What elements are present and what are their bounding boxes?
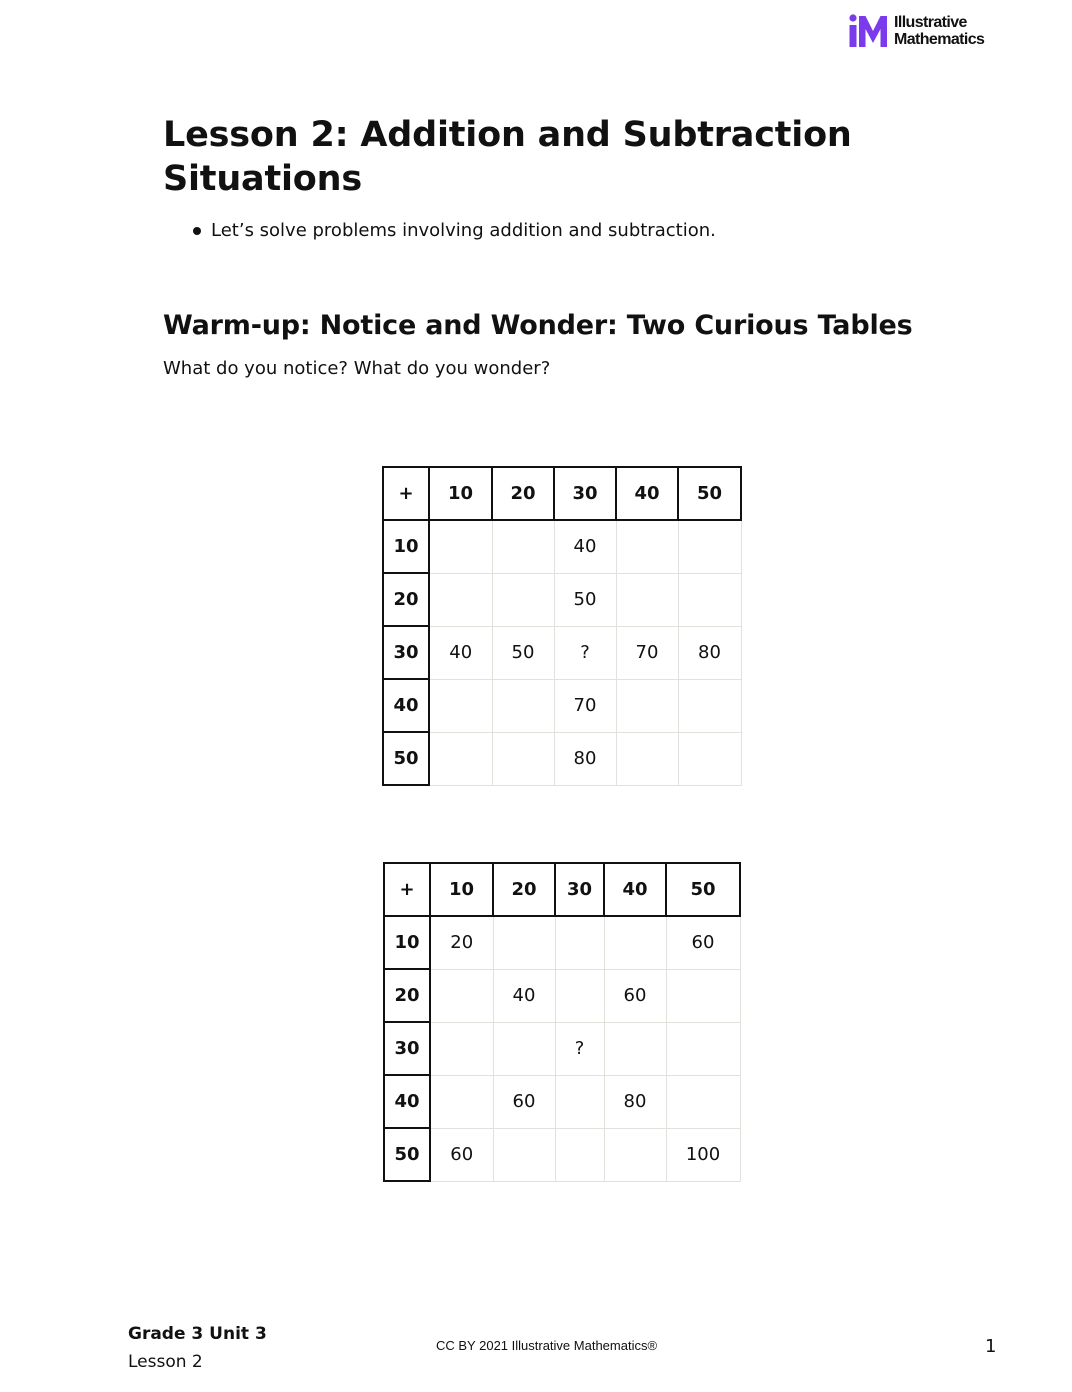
- table-cell: [678, 573, 741, 626]
- table-cell: [604, 1022, 666, 1075]
- table-cell: [492, 520, 554, 573]
- table-column-header: 40: [616, 467, 678, 520]
- table-cell: [616, 573, 678, 626]
- table-row-header: 30: [384, 1022, 430, 1075]
- table-row-header: 20: [384, 969, 430, 1022]
- table-cell: 70: [616, 626, 678, 679]
- table-cell: [430, 969, 493, 1022]
- table-row-header: 50: [383, 732, 429, 785]
- table-cell: [430, 1075, 493, 1128]
- table-cell: [666, 969, 740, 1022]
- table-cell: 50: [492, 626, 554, 679]
- table-row-header: 40: [384, 1075, 430, 1128]
- logo-text: [894, 14, 984, 48]
- table-cell: [678, 520, 741, 573]
- table-column-header: 30: [554, 467, 616, 520]
- warmup-prompt: What do you notice? What do you wonder?: [163, 358, 551, 379]
- table-corner-cell: +: [383, 467, 429, 520]
- table-cell: 60: [666, 916, 740, 969]
- table-header-row: [384, 863, 740, 916]
- table-cell: 40: [554, 520, 616, 573]
- table-column-header: 30: [555, 863, 604, 916]
- table-cell: [604, 916, 666, 969]
- logo: [848, 14, 984, 48]
- table-row: [383, 626, 741, 679]
- table-row: [384, 969, 740, 1022]
- table-row: [383, 520, 741, 573]
- table-cell: [492, 732, 554, 785]
- table-cell: 80: [554, 732, 616, 785]
- footer-grade-unit: Grade 3 Unit 3: [128, 1324, 267, 1344]
- table-row-header: 30: [383, 626, 429, 679]
- logo-line-2: Mathematics: [894, 31, 985, 48]
- footer-copyright: CC BY 2021 Illustrative Mathematics®: [436, 1338, 658, 1353]
- table-cell: 40: [493, 969, 555, 1022]
- table-row: [383, 573, 741, 626]
- table-row-header: 10: [383, 520, 429, 573]
- table-cell: [666, 1075, 740, 1128]
- table-cell: 80: [604, 1075, 666, 1128]
- table-column-header: 50: [678, 467, 741, 520]
- lesson-title: Lesson 2: Addition and Subtraction Situations: [163, 115, 852, 199]
- table-column-header: 50: [666, 863, 740, 916]
- table-cell: [493, 916, 555, 969]
- footer-lesson: Lesson 2: [128, 1352, 203, 1372]
- table-row-header: 10: [384, 916, 430, 969]
- table-cell: [430, 1022, 493, 1075]
- table-cell: [666, 1022, 740, 1075]
- table-row: [384, 1075, 740, 1128]
- table-cell: [492, 573, 554, 626]
- table-cell: 20: [430, 916, 493, 969]
- table-cell: [616, 732, 678, 785]
- table-cell: [678, 679, 741, 732]
- table-cell: [493, 1022, 555, 1075]
- table-cell: [555, 1075, 604, 1128]
- table-cell: [429, 520, 492, 573]
- page-number: 1: [985, 1336, 997, 1357]
- table-cell: [429, 573, 492, 626]
- learning-goals: [190, 219, 716, 243]
- table-cell: [604, 1128, 666, 1181]
- table-row: [384, 1022, 740, 1075]
- table-cell: 60: [430, 1128, 493, 1181]
- table-column-header: 10: [429, 467, 492, 520]
- table-row-header: 50: [384, 1128, 430, 1181]
- table-cell: [555, 1128, 604, 1181]
- warmup-title: Warm-up: Notice and Wonder: Two Curious Tables: [163, 310, 913, 341]
- table-cell: [555, 916, 604, 969]
- addition-table-2: [383, 862, 741, 1182]
- table-header-row: [383, 467, 741, 520]
- table-row-header: 20: [383, 573, 429, 626]
- im-logo-icon: [848, 14, 888, 48]
- table-cell: [493, 1128, 555, 1181]
- table-row: [383, 679, 741, 732]
- table-cell: 80: [678, 626, 741, 679]
- table-corner-cell: +: [384, 863, 430, 916]
- table-cell: ?: [555, 1022, 604, 1075]
- table-cell: [555, 969, 604, 1022]
- table-cell: [429, 679, 492, 732]
- table-cell: 50: [554, 573, 616, 626]
- table-row: [384, 1128, 740, 1181]
- table-cell: [616, 520, 678, 573]
- table-cell: 100: [666, 1128, 740, 1181]
- table-cell: [678, 732, 741, 785]
- table-cell: 60: [604, 969, 666, 1022]
- table-cell: [616, 679, 678, 732]
- table-cell: 70: [554, 679, 616, 732]
- table-column-header: 40: [604, 863, 666, 916]
- table-row: [384, 916, 740, 969]
- table-column-header: 10: [430, 863, 493, 916]
- table-column-header: 20: [492, 467, 554, 520]
- table-cell: [429, 732, 492, 785]
- table-cell: [492, 679, 554, 732]
- table-cell: 60: [493, 1075, 555, 1128]
- footer-course-info: [128, 1320, 267, 1376]
- logo-line-1: Illustrative: [894, 14, 967, 31]
- table-row-header: 40: [383, 679, 429, 732]
- learning-goal-item: Let’s solve problems involving addition and subtraction.: [190, 219, 716, 243]
- table-column-header: 20: [493, 863, 555, 916]
- table-cell: ?: [554, 626, 616, 679]
- table-row: [383, 732, 741, 785]
- table-cell: 40: [429, 626, 492, 679]
- addition-table-1: [382, 466, 742, 786]
